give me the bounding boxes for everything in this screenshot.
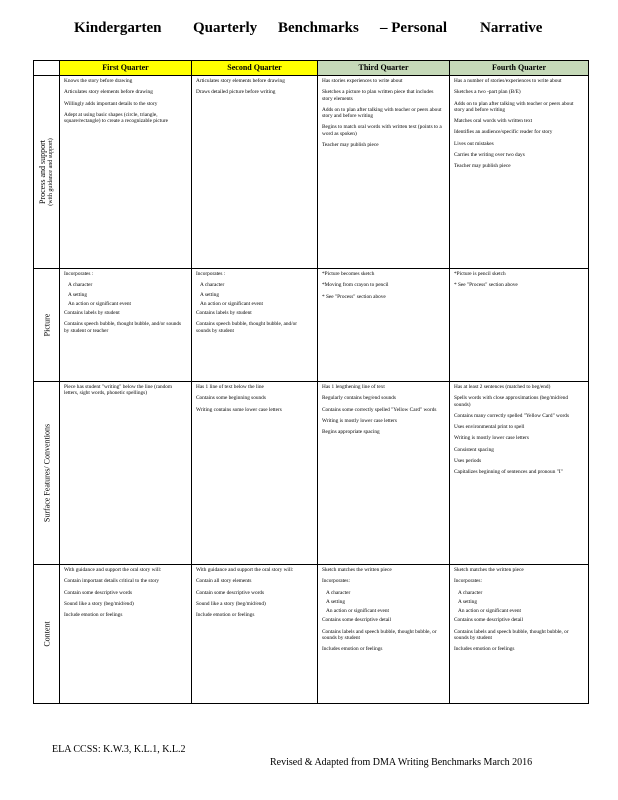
benchmark-item: Teacher may publish piece bbox=[322, 142, 379, 149]
footer-standards: ELA CCSS: K.W.3, K.L.1, K.L.2 bbox=[52, 744, 186, 755]
benchmark-item: Include emotion or feelings bbox=[196, 612, 255, 619]
benchmark-item: Capitalizes beginning of sentences and pronoun "I" bbox=[454, 469, 563, 476]
cell bbox=[60, 76, 192, 269]
row-label-text: Picture bbox=[42, 313, 51, 337]
benchmark-item: Contain some descriptive words bbox=[64, 589, 133, 596]
cell bbox=[450, 565, 589, 704]
benchmark-item: Contains labels and speech bubble, thought bubble, or sounds by student bbox=[322, 628, 437, 642]
benchmark-item: Uses environmental print to spell bbox=[454, 424, 525, 431]
benchmark-item: Willingly adds important details to the story bbox=[64, 100, 158, 107]
benchmark-item: Contain all story elements bbox=[196, 578, 252, 585]
page-title bbox=[0, 20, 618, 40]
benchmark-item: Teacher may publish piece bbox=[454, 163, 511, 170]
benchmark-item: Adds on to plan after talking with teacher or peers about story and before writing bbox=[454, 100, 574, 113]
benchmark-item: Sketch matches the written piece bbox=[322, 567, 392, 573]
cell bbox=[318, 382, 450, 565]
row-label-content bbox=[34, 565, 60, 704]
benchmark-item: Sketch matches the written piece bbox=[454, 567, 524, 573]
benchmark-item: An action or significant event bbox=[326, 608, 389, 615]
benchmark-item: Sound like a story (beg/mid/end) bbox=[196, 600, 266, 607]
header-fourth-quarter: Fourth Quarter bbox=[450, 61, 589, 76]
benchmark-item: A setting bbox=[458, 598, 477, 605]
benchmark-item: Contains some beginning sounds bbox=[196, 395, 266, 402]
benchmark-item: With guidance and support the oral story will: bbox=[196, 567, 294, 573]
benchmark-item: Writing is mostly lower case letters bbox=[322, 417, 397, 424]
cell bbox=[450, 269, 589, 382]
benchmark-item: Contains speech bubble, thought bubble, and/or sounds by student or teacher bbox=[64, 321, 182, 334]
cell bbox=[450, 76, 589, 269]
benchmark-item: Incorporates: bbox=[454, 578, 482, 585]
benchmark-item: Incorporates: bbox=[322, 578, 350, 585]
benchmark-item: A character bbox=[458, 589, 483, 596]
benchmark-item: Piece has student "writing" below the line (random letters, sight words, phonetic spellings) bbox=[64, 384, 173, 397]
benchmark-item: Contains some correctly spelled "Yellow Card" words bbox=[322, 406, 437, 413]
benchmark-item: Adept at using basic shapes (circle, triangle, square/rectangle) to create a recognizable picture bbox=[64, 111, 168, 125]
benchmark-item: A setting bbox=[326, 598, 345, 605]
benchmark-item: Contain some descriptive words bbox=[196, 589, 265, 596]
benchmark-item: *Moving from crayon to pencil bbox=[322, 282, 389, 289]
benchmark-item: Draws detailed picture before writing bbox=[196, 89, 276, 96]
benchmark-item: Adds on to plan after talking with teacher or peers about story and before writing bbox=[322, 106, 442, 120]
header-first-quarter: First Quarter bbox=[60, 61, 192, 76]
row-picture bbox=[34, 269, 589, 382]
benchmarks-table bbox=[33, 60, 589, 704]
benchmark-item: Writing is mostly lower case letters bbox=[454, 435, 529, 442]
header-row bbox=[34, 61, 589, 76]
benchmark-item: Contains labels by student bbox=[64, 310, 120, 317]
benchmark-item: Sketches a two -part plan (B/E) bbox=[454, 89, 521, 96]
benchmark-item: A character bbox=[326, 589, 351, 596]
benchmark-item: Sketches a picture to plan written piece that includes story elements bbox=[322, 89, 434, 102]
row-surface-features bbox=[34, 382, 589, 565]
benchmark-item: Has 1 line of text below the line bbox=[196, 384, 264, 390]
row-process bbox=[34, 76, 589, 269]
benchmark-item: A setting bbox=[200, 291, 219, 298]
benchmark-item: Regularly contains beg/end sounds bbox=[322, 395, 396, 402]
cell bbox=[192, 565, 318, 704]
cell bbox=[60, 382, 192, 565]
benchmark-item: Include emotion or feelings bbox=[64, 612, 123, 619]
row-label-text: Process and support bbox=[37, 140, 47, 204]
benchmark-item: *Picture becomes sketch bbox=[322, 271, 375, 277]
cell bbox=[192, 382, 318, 565]
benchmark-item: * See "Process" section above bbox=[454, 282, 518, 289]
benchmark-item: A setting bbox=[68, 291, 87, 298]
row-label-text: Content bbox=[42, 621, 51, 647]
cell bbox=[318, 565, 450, 704]
title-part-1: Kindergarten bbox=[74, 20, 162, 36]
benchmark-item: Matches oral words with written text bbox=[454, 118, 533, 125]
benchmark-item: Has a number of stories/experiences to write about bbox=[454, 78, 562, 84]
title-part-5: Narrative bbox=[480, 20, 543, 36]
benchmark-item: Has 1 lengthening line of text bbox=[322, 384, 385, 390]
benchmark-item: Articulates story elements before drawing bbox=[196, 78, 285, 84]
cell bbox=[60, 269, 192, 382]
benchmark-item: *Picture is pencil sketch bbox=[454, 271, 506, 277]
cell bbox=[192, 76, 318, 269]
benchmark-item: Contains some descriptive detail bbox=[322, 617, 391, 624]
benchmark-item: A character bbox=[200, 282, 225, 289]
benchmark-item: Contains some descriptive detail bbox=[454, 617, 523, 624]
benchmark-item: Contains many correctly spelled "Yellow Card" words bbox=[454, 412, 570, 419]
benchmark-item: Includes emotion or feelings bbox=[322, 646, 383, 653]
benchmark-item: Consistent spacing bbox=[454, 446, 494, 453]
benchmark-item: * See "Process" section above bbox=[322, 293, 386, 300]
header-third-quarter: Third Quarter bbox=[318, 61, 450, 76]
benchmark-item: Uses periods bbox=[454, 458, 482, 465]
benchmark-item: Sound like a story (beg/mid/end) bbox=[64, 600, 134, 607]
title-part-3: Benchmarks bbox=[278, 20, 359, 36]
cell bbox=[60, 565, 192, 704]
row-label-picture bbox=[34, 269, 60, 382]
title-part-2: Quarterly bbox=[193, 20, 258, 36]
benchmark-item: Includes emotion or feelings bbox=[454, 646, 515, 653]
corner-cell bbox=[34, 61, 60, 76]
benchmark-item: Begins to match oral words with written text (points to a word as spoken) bbox=[322, 124, 442, 137]
row-content bbox=[34, 565, 589, 704]
benchmark-item: Incorporates : bbox=[64, 271, 94, 277]
benchmark-item: Carries the writing over two days bbox=[454, 152, 525, 159]
benchmark-item: An action or significant event bbox=[68, 300, 131, 307]
cell bbox=[318, 76, 450, 269]
benchmark-item: Articulates story elements before drawing bbox=[64, 89, 153, 96]
cell bbox=[450, 382, 589, 565]
benchmark-item: Begins appropriate spacing bbox=[322, 429, 380, 436]
row-label-text: Surface Features/ Conventions bbox=[42, 423, 51, 523]
benchmark-item: Lives out mistakes bbox=[454, 140, 494, 147]
benchmark-item: Contains labels by student bbox=[196, 310, 252, 317]
benchmark-item: With guidance and support the oral story will: bbox=[64, 567, 162, 573]
benchmark-item: Contains speech bubble, thought bubble, and/or sounds by student bbox=[196, 321, 298, 334]
benchmark-item: An action or significant event bbox=[200, 300, 263, 307]
header-second-quarter: Second Quarter bbox=[192, 61, 318, 76]
row-sublabel-text: (with guidance and support) bbox=[47, 138, 54, 206]
benchmark-item: Writing contains some lower case letters bbox=[196, 406, 282, 413]
benchmark-item: Has at least 2 sentences (matched to beg/end) bbox=[454, 384, 551, 390]
benchmark-item: Incorporates : bbox=[196, 271, 226, 277]
row-label-process bbox=[34, 76, 60, 269]
cell bbox=[192, 269, 318, 382]
benchmark-item: An action or significant event bbox=[458, 608, 521, 615]
benchmark-item: Contains labels and speech bubble, thought bubble, or sounds by student bbox=[454, 628, 569, 642]
title-part-4: – Personal bbox=[380, 20, 448, 36]
benchmark-item: Identifies an audience/specific reader for story bbox=[454, 129, 553, 136]
benchmark-item: A character bbox=[68, 282, 93, 289]
benchmark-item: Knows the story before drawing bbox=[64, 78, 133, 84]
footer-revision: Revised & Adapted from DMA Writing Benchmarks March 2016 bbox=[270, 757, 533, 768]
benchmark-item: Has stories experiences to write about bbox=[322, 78, 403, 84]
row-label-surface-features bbox=[34, 382, 60, 565]
cell bbox=[318, 269, 450, 382]
benchmark-item: Contain important details critical to the story bbox=[64, 578, 160, 585]
benchmark-item: Spells words with close approximations (beg/mid/end sounds) bbox=[454, 395, 569, 408]
